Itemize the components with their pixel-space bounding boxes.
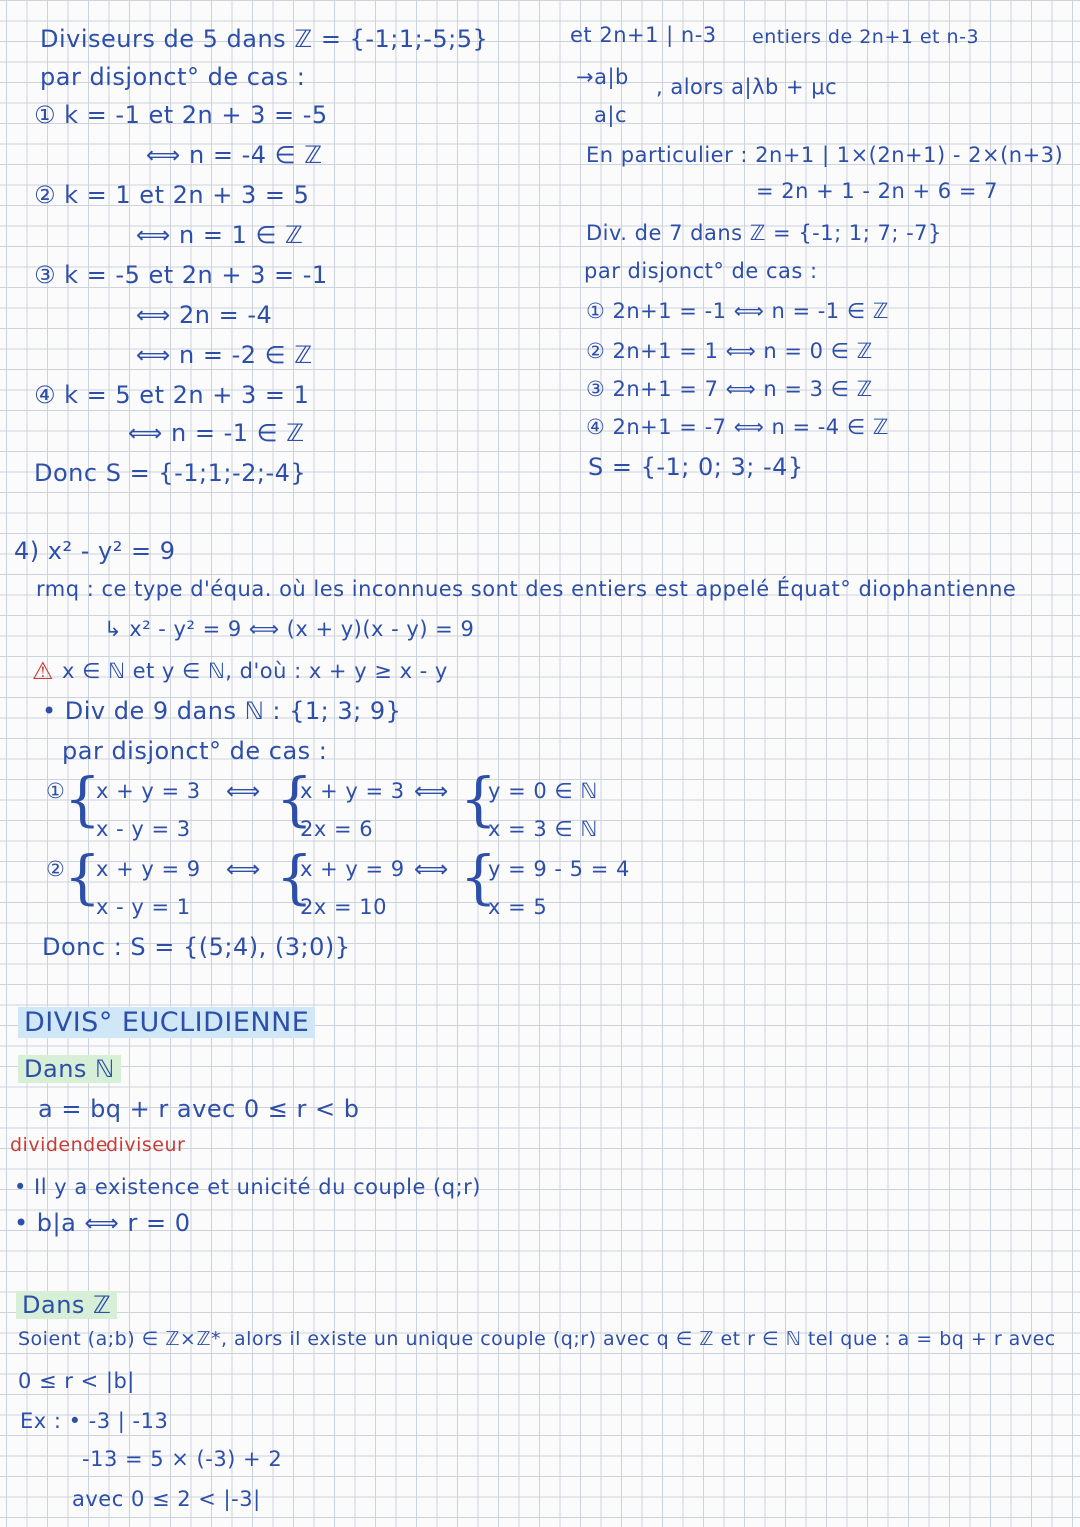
example-equation: -13 = 5 × (-3) + 2: [82, 1447, 283, 1471]
case4-result: ⟺ n = -1 ∈ ℤ: [128, 419, 305, 447]
divisor-label: diviseur: [106, 1134, 186, 1156]
solution-set-4: Donc : S = {(5;4), (3;0)}: [42, 933, 351, 961]
sys2-eq1: x + y = 9: [96, 857, 201, 881]
sys2-eq4: 2x = 10: [300, 895, 387, 919]
sys1-eq2: x - y = 3: [96, 817, 191, 841]
divisibility-condition: • b|a ⟺ r = 0: [14, 1209, 191, 1237]
brace-1c: {: [460, 765, 497, 833]
example-condition: avec 0 ≤ 2 < |-3|: [72, 1487, 261, 1511]
case2-number: ②: [46, 857, 66, 881]
brace-2a: {: [64, 843, 101, 911]
naturals-highlight: Dans ℕ: [18, 1055, 121, 1083]
case-intro-4: par disjonct° de cas :: [62, 737, 328, 765]
sys1-y: y = 0 ∈ ℕ: [488, 779, 598, 803]
sys1-equiv2: ⟺: [414, 777, 449, 805]
particular-result: = 2n + 1 - 2n + 6 = 7: [756, 179, 998, 203]
case3-result: ⟺ n = -2 ∈ ℤ: [136, 341, 313, 369]
sys2-equiv1: ⟺: [226, 855, 261, 883]
brace-2c: {: [460, 843, 497, 911]
remark-diophantine: rmq : ce type d'équa. où les inconnues sont des entiers est appelé Équat° diophantienne: [36, 577, 1017, 601]
case3-step: ⟺ 2n = -4: [136, 301, 273, 329]
section-title-euclid: [18, 1008, 315, 1038]
divisibility-note: entiers de 2n+1 et n-3: [752, 26, 980, 48]
euclid-formula: a = bq + r avec 0 ≤ r < b: [38, 1095, 360, 1123]
example-title: Ex : • -3 | -13: [20, 1409, 169, 1433]
case-intro-right: par disjonct° de cas :: [584, 259, 818, 283]
case1-left: ① k = -1 et 2n + 3 = -5: [34, 101, 328, 129]
property-a-b: →a|b: [576, 65, 629, 89]
case3-left: ③ k = -5 et 2n + 3 = -1: [34, 261, 328, 289]
case2-left: ② k = 1 et 2n + 3 = 5: [34, 181, 310, 209]
case1-right: ① 2n+1 = -1 ⟺ n = -1 ∈ ℤ: [586, 299, 889, 323]
dividend-label: dividende: [10, 1134, 108, 1156]
natural-numbers-note: x ∈ ℕ et y ∈ ℕ, d'où : x + y ≥ x - y: [62, 659, 448, 683]
case-intro-left: par disjonct° de cas :: [40, 63, 306, 91]
sys2-eq3: x + y = 9: [300, 857, 405, 881]
case4-right: ④ 2n+1 = -7 ⟺ n = -4 ∈ ℤ: [586, 415, 889, 439]
question-4: 4) x² - y² = 9: [14, 537, 176, 565]
sys2-y: y = 9 - 5 = 4: [488, 857, 630, 881]
brace-1a: {: [64, 765, 101, 833]
divisors-of-9: • Div de 9 dans ℕ : {1; 3; 9}: [42, 697, 402, 725]
title-highlight: DIVIS° EUCLIDIENNE: [18, 1007, 315, 1038]
case1-result: ⟺ n = -4 ∈ ℤ: [146, 141, 323, 169]
integers-highlight: Dans ℤ: [16, 1291, 117, 1319]
sys2-x: x = 5: [488, 895, 548, 919]
property-result: , alors a|λb + μc: [656, 75, 838, 99]
sys1-eq4: 2x = 6: [300, 817, 374, 841]
case3-right: ③ 2n+1 = 7 ⟺ n = 3 ∈ ℤ: [586, 377, 873, 401]
divisors-of-5: Diviseurs de 5 dans ℤ = {-1;1;-5;5}: [40, 25, 489, 53]
divisibility-hyp: et 2n+1 | n-3: [570, 23, 717, 47]
theorem-condition: 0 ≤ r < |b|: [18, 1369, 135, 1393]
existence-uniqueness: • Il y a existence et unicité du couple (q;r): [14, 1175, 481, 1199]
case1-number: ①: [46, 779, 66, 803]
case2-right: ② 2n+1 = 1 ⟺ n = 0 ∈ ℤ: [586, 339, 873, 363]
sys2-equiv2: ⟺: [414, 855, 449, 883]
sys1-equiv1: ⟺: [226, 777, 261, 805]
solution-set-right: S = {-1; 0; 3; -4}: [588, 453, 804, 481]
case4-left: ④ k = 5 et 2n + 3 = 1: [34, 381, 310, 409]
factorisation: ↳ x² - y² = 9 ⟺ (x + y)(x - y) = 9: [104, 617, 475, 641]
divisors-of-7: Div. de 7 dans ℤ = {-1; 1; 7; -7}: [586, 221, 942, 245]
solution-set-left: Donc S = {-1;1;-2;-4}: [34, 459, 307, 487]
sys1-eq1: x + y = 3: [96, 779, 201, 803]
subtitle-naturals: [18, 1054, 121, 1084]
warning-icon: ⚠: [32, 657, 55, 685]
subtitle-integers: [16, 1290, 117, 1320]
case2-result: ⟺ n = 1 ∈ ℤ: [136, 221, 304, 249]
property-a-c: a|c: [594, 103, 627, 127]
sys1-eq3: x + y = 3: [300, 779, 405, 803]
sys2-eq2: x - y = 1: [96, 895, 191, 919]
brace-2b: {: [276, 843, 313, 911]
brace-1b: {: [276, 765, 313, 833]
particular-case: En particulier : 2n+1 | 1×(2n+1) - 2×(n+3): [586, 143, 1064, 167]
sys1-x: x = 3 ∈ ℕ: [488, 817, 598, 841]
theorem-z: Soient (a;b) ∈ ℤ×ℤ*, alors il existe un unique couple (q;r) avec q ∈ ℤ et r ∈ ℕ tel que : a = bq + r avec: [18, 1328, 1056, 1350]
